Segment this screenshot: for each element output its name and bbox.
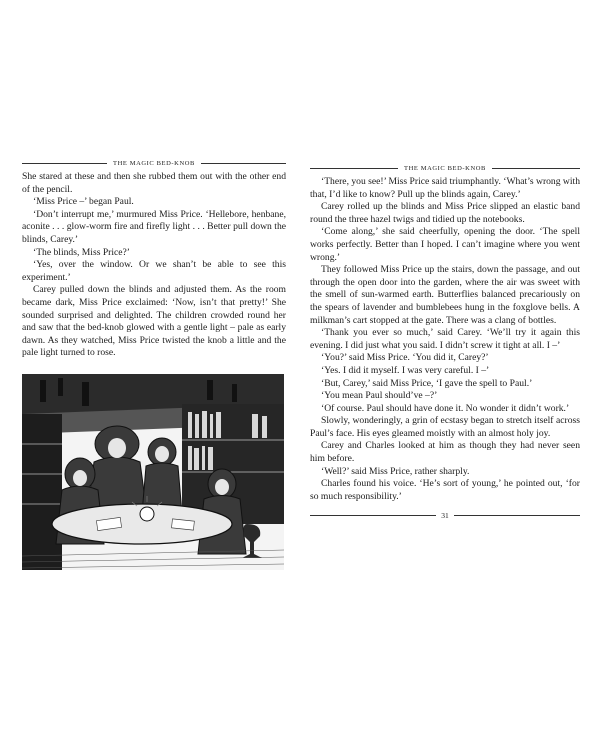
page-number: 31 [441, 511, 449, 521]
paragraph: ‘The blinds, Miss Price?’ [33, 246, 130, 258]
paragraph: ‘Yes, over the window. Or we shan’t be able to see this experiment.’ [22, 259, 286, 283]
ink-illustration-icon [22, 374, 284, 570]
running-head-left [22, 160, 286, 167]
paragraph: ‘There, you see!’ Miss Price said triumphantly. ‘What’s wrong with that, I’d like to know? Pull up the blinds again, Carey.’ [310, 176, 580, 200]
page-number-footer [310, 511, 580, 520]
paragraph: She stared at these and then she rubbed them out with the other end of the pencil. [22, 171, 286, 195]
footer-rule [310, 515, 436, 516]
right-page [310, 165, 580, 520]
paragraph: ‘Don’t interrupt me,’ murmured Miss Price. ‘Hellebore, henbane, aconite . . . glow-worm fire and firefly light . . . Better pull down the blinds, Carey.’ [22, 208, 286, 245]
left-page [22, 160, 286, 570]
header-rule [201, 163, 286, 164]
header-rule [22, 163, 107, 164]
paragraph: Charles found his voice. ‘He’s sort of young,’ he pointed out, ‘for so much responsibility.’ [310, 478, 580, 502]
running-head-right [310, 165, 580, 172]
paragraph: ‘Well?’ said Miss Price, rather sharply. [321, 465, 470, 477]
illustration-panel [22, 374, 284, 570]
paragraph: They followed Miss Price up the stairs, down the passage, and out through the open door into the garden, where the air was sweet with the smell of sun-warmed earth. Butterflies balanced precariously on the spears of lavender and bumblebees hung in the foxglove bells. A milkman’s cart stopped at the gate. There was a clang of bottles. [310, 264, 580, 326]
right-page-body [310, 176, 580, 503]
left-page-body [22, 171, 286, 360]
paragraph: ‘But, Carey,’ said Miss Price, ‘I gave the spell to Paul.’ [321, 377, 533, 389]
paragraph: ‘You mean Paul should’ve –?’ [321, 390, 438, 402]
paragraph: ‘Miss Price –’ began Paul. [33, 196, 134, 208]
paragraph: ‘Yes. I did it myself. I was very careful. I –’ [321, 364, 490, 376]
paragraph: Slowly, wonderingly, a grin of ecstasy began to stretch itself across Paul’s face. His eyes gleamed moistly with an almost holy joy. [310, 415, 580, 439]
paragraph: Carey pulled down the blinds and adjusted them. As the room became dark, Miss Price exclaimed: ‘Now, isn’t that pretty!’ She sounded surprised and delighted. The children crowded round her and saw that the bed-knob glowed with a gentle light – pale as early dawn. As they watched, Miss Price twisted the knob a little and the pale light turned to rose. [22, 284, 286, 359]
paragraph: ‘Come along,’ she said cheerfully, opening the door. ‘The spell works perfectly. Better than I hoped. I can’t imagine where you went wrong.’ [310, 226, 580, 263]
footer-rule [454, 515, 580, 516]
paragraph: Carey and Charles looked at him as though they had never seen him before. [310, 440, 580, 465]
header-rule [310, 168, 398, 169]
paragraph: ‘Of course. Paul should have done it. No wonder it didn’t work.’ [321, 402, 570, 414]
running-head-text: THE MAGIC BED-KNOB [404, 165, 486, 172]
paragraph: ‘You?’ said Miss Price. ‘You did it, Carey?’ [321, 352, 489, 364]
paragraph: ‘Thank you ever so much,’ said Carey. ‘We’ll try it again this evening. I did just what you said. I didn’t screw it tight at all. I –’ [310, 327, 580, 351]
running-head-text: THE MAGIC BED-KNOB [113, 160, 195, 167]
paragraph: Carey rolled up the blinds and Miss Price slipped an elastic band round the three hazel twigs and tidied up the notebooks. [310, 201, 580, 225]
header-rule [492, 168, 580, 169]
